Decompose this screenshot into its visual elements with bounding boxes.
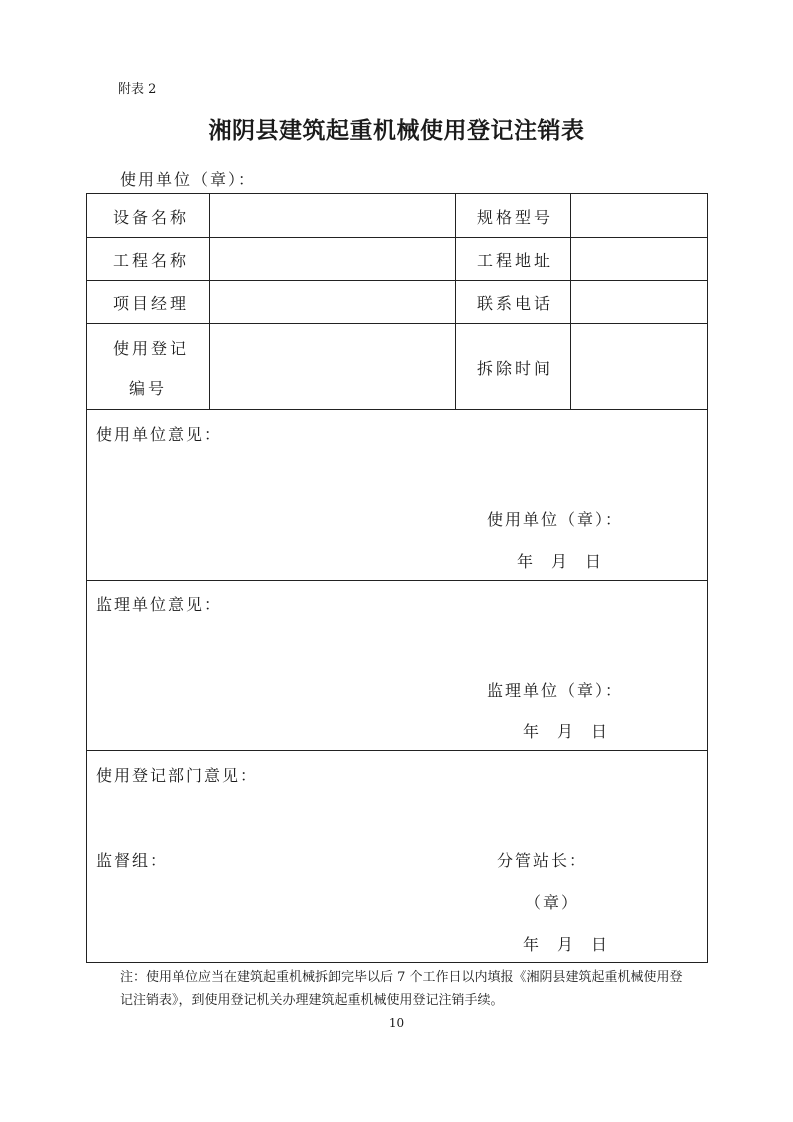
label-phone: 联系电话 bbox=[477, 294, 554, 313]
row-divider bbox=[87, 750, 707, 751]
col-divider bbox=[570, 194, 571, 409]
label-project-address: 工程地址 bbox=[477, 251, 554, 270]
col-divider bbox=[209, 194, 210, 409]
registration-dept-opinion-label: 使用登记部门意见： bbox=[96, 766, 259, 785]
supervisor-opinion-label: 监理单位意见： bbox=[96, 595, 223, 614]
label-dismantle-time: 拆除时间 bbox=[477, 359, 554, 378]
user-unit-seal-line: 使用单位（章）： bbox=[120, 170, 257, 189]
branch-head-label: 分管站长： bbox=[497, 851, 588, 870]
page-title: 湘阴县建筑起重机械使用登记注销表 bbox=[208, 118, 585, 144]
user-unit-date: 年 月 日 bbox=[517, 552, 603, 571]
label-device-name: 设备名称 bbox=[113, 208, 190, 227]
label-project-manager: 项目经理 bbox=[113, 294, 190, 313]
supervision-group-label: 监督组： bbox=[96, 851, 169, 870]
supervisor-seal: 监理单位（章）： bbox=[487, 681, 624, 700]
user-unit-seal: 使用单位（章）： bbox=[487, 510, 624, 529]
row-divider bbox=[87, 409, 707, 410]
row-divider bbox=[87, 237, 707, 238]
row-divider bbox=[87, 280, 707, 281]
registration-seal: （章） bbox=[525, 893, 580, 912]
label-project-name: 工程名称 bbox=[113, 251, 190, 270]
label-registration-number-line2: 编号 bbox=[129, 379, 168, 398]
deregistration-form-table bbox=[86, 193, 708, 963]
row-divider bbox=[87, 580, 707, 581]
label-spec-model: 规格型号 bbox=[477, 208, 554, 227]
supervisor-date: 年 月 日 bbox=[523, 722, 609, 741]
row-divider bbox=[87, 323, 707, 324]
registration-date: 年 月 日 bbox=[523, 935, 609, 954]
appendix-label: 附表 2 bbox=[118, 82, 157, 97]
label-registration-number-line1: 使用登记 bbox=[113, 339, 190, 358]
page-number: 10 bbox=[388, 1016, 405, 1030]
footnote: 注：使用单位应当在建筑起重机械拆卸完毕以后 7 个工作日以内填报《湘阴县建筑起重机械使用登记注销表》，到使用登记机关办理建筑起重机械使用登记注销手续。 bbox=[120, 970, 683, 1008]
col-divider bbox=[455, 194, 456, 409]
user-unit-opinion-label: 使用单位意见： bbox=[96, 425, 223, 444]
